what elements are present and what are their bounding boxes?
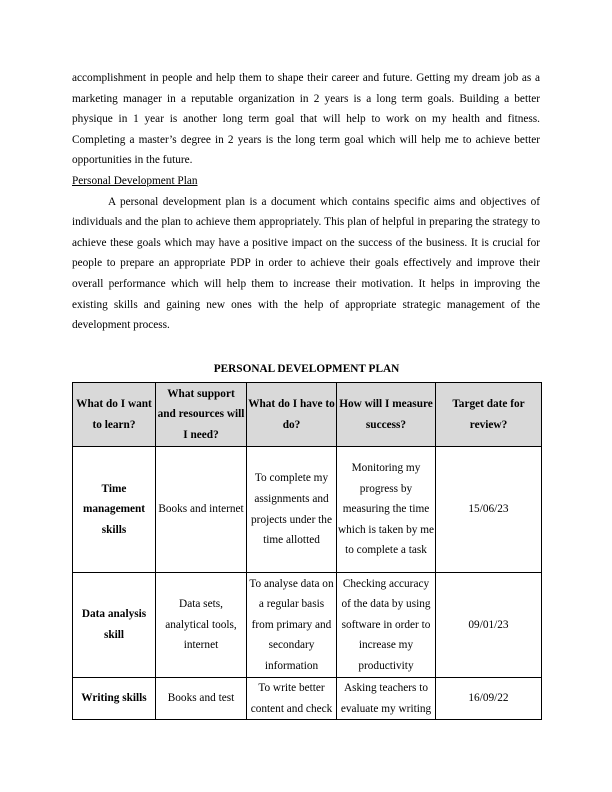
cell-learn: Time management skills xyxy=(73,447,156,573)
table-row xyxy=(73,573,542,678)
paragraph-pdp-description: A personal development plan is a document which contains specific aims and objectives of individuals and the plan to achieve them appropriately. This plan of helpful in preparing the strategy to achieve these goals which may have a positive impact on the success of the business. It is crucial for people to prepare an appropriate PDP in order to achieve their goals effectively and improve their overall performance which will help them to increase their motivation. It helps in improving the existing skills and gaining new ones with the help of appropriate strategic management of the development process. xyxy=(72,195,540,332)
cell-date: 15/06/23 xyxy=(436,447,542,573)
table-row xyxy=(73,447,542,573)
table-header-row xyxy=(73,383,542,447)
paragraph-goals: accomplishment in people and help them to shape their career and future. Getting my dream job as a marketing manager in a reputable organization in 2 years is a long term goals. Building a better physique in 1 year is another long term goal that will help to work on my health and fitness. Completing a master’s degree in 2 years is the long term goal which will help me to achieve better opportunities in the future. xyxy=(72,72,540,167)
header-learn: What do I want to learn? xyxy=(73,383,156,447)
cell-resources: Books and test xyxy=(156,678,247,720)
pdp-table xyxy=(72,382,542,720)
header-date: Target date for review? xyxy=(436,383,542,447)
cell-learn: Writing skills xyxy=(73,678,156,720)
header-measure: How will I measure success? xyxy=(337,383,436,447)
cell-date: 09/01/23 xyxy=(436,573,542,678)
cell-resources: Data sets, analytical tools, internet xyxy=(156,573,247,678)
cell-date: 16/09/22 xyxy=(436,678,542,720)
section-heading-pdp: Personal Development Plan xyxy=(72,174,198,187)
cell-measure: Asking teachers to evaluate my writing xyxy=(337,678,436,720)
cell-measure: Monitoring my progress by measuring the time which is taken by me to complete a task xyxy=(337,447,436,573)
cell-todo: To analyse data on a regular basis from primary and secondary information xyxy=(247,573,337,678)
table-title: PERSONAL DEVELOPMENT PLAN xyxy=(213,363,400,375)
cell-measure: Checking accuracy of the data by using software in order to increase my productivity xyxy=(337,573,436,678)
cell-todo: To write better content and check xyxy=(247,678,337,720)
cell-resources: Books and internet xyxy=(156,447,247,573)
cell-todo: To complete my assignments and projects under the time allotted xyxy=(247,447,337,573)
header-todo: What do I have to do? xyxy=(247,383,337,447)
table-row xyxy=(73,678,542,720)
cell-learn: Data analysis skill xyxy=(73,573,156,678)
header-resources: What support and resources will I need? xyxy=(156,383,247,447)
body-text xyxy=(72,68,540,336)
